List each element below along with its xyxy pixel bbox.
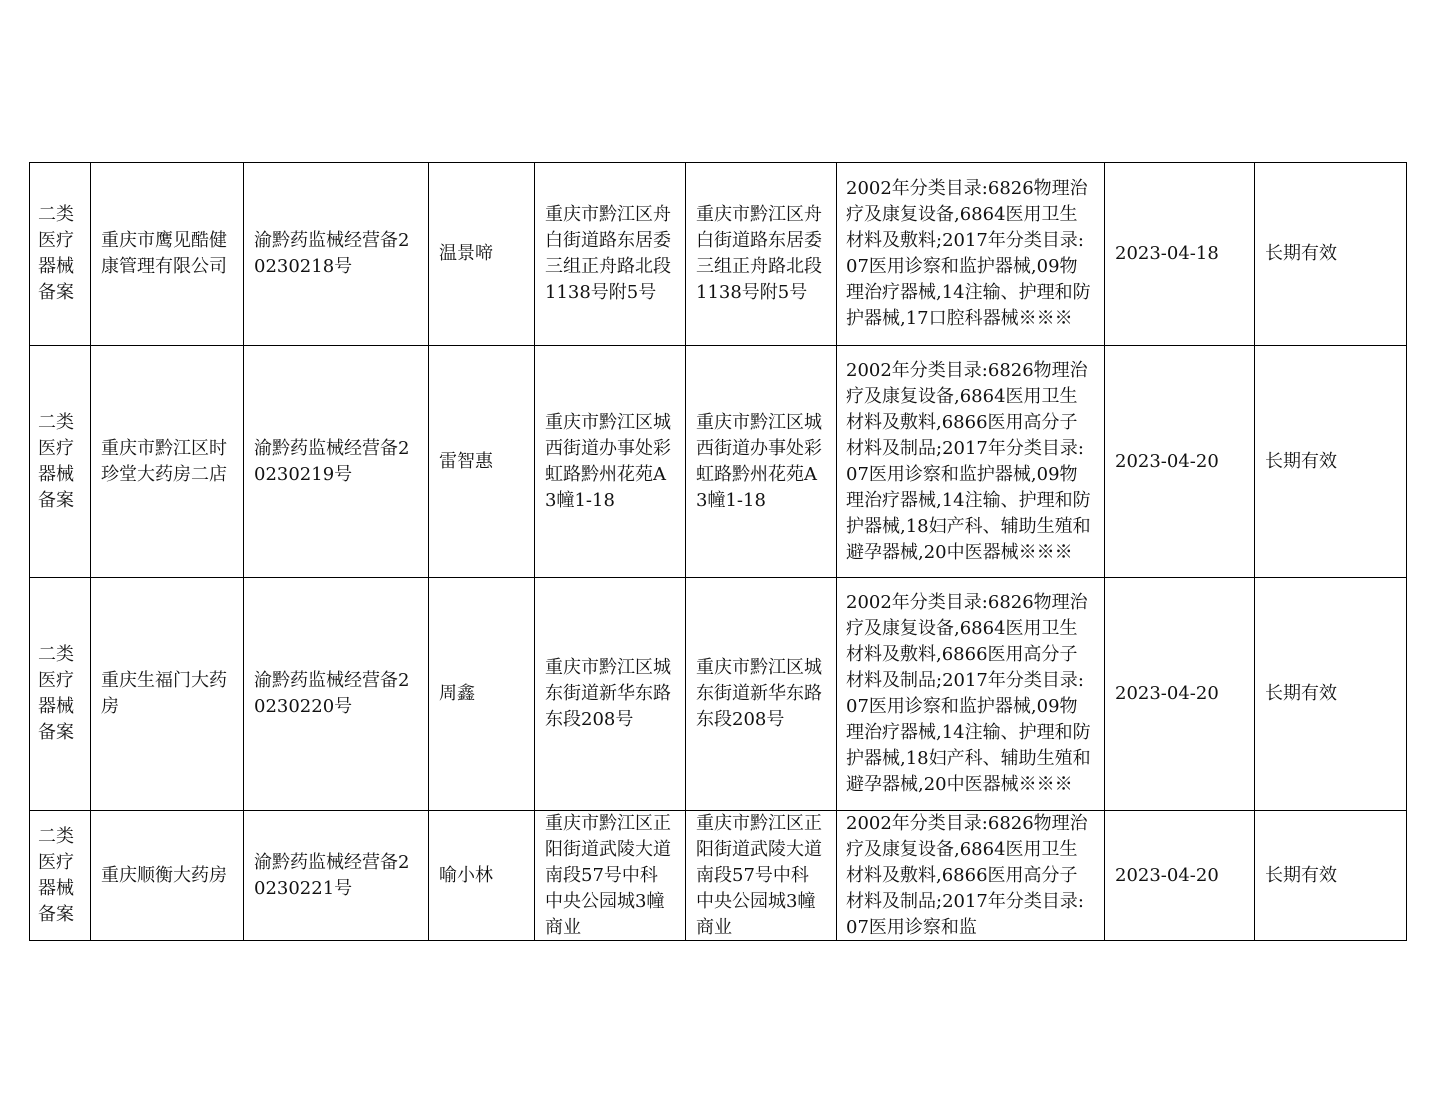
company-cell: 重庆市鹰见酷健康管理有限公司: [91, 163, 244, 346]
table-row: [30, 346, 1407, 578]
business-address-cell: 重庆市黔江区舟白街道路东居委三组正舟路北段1138号附5号: [535, 163, 686, 346]
company-cell: 重庆生福门大药房: [91, 578, 244, 811]
warehouse-address-cell: 重庆市黔江区正阳街道武陵大道南段57号中科中央公园城3幢商业: [686, 811, 837, 941]
scope-cell: 2002年分类目录:6826物理治疗及康复设备,6864医用卫生材料及敷料;2017年分类目录:07医用诊察和监护器械,09物理治疗器械,14注输、护理和防护器械,17口腔科器械※※※: [837, 163, 1105, 346]
company-cell: 重庆市黔江区时珍堂大药房二店: [91, 346, 244, 578]
validity-cell: 长期有效: [1255, 811, 1407, 941]
record-number-cell: 渝黔药监械经营备20230219号: [244, 346, 429, 578]
validity-cell: 长期有效: [1255, 346, 1407, 578]
record-number-cell: 渝黔药监械经营备20230221号: [244, 811, 429, 941]
company-cell: 重庆顺衡大药房: [91, 811, 244, 941]
date-cell: 2023-04-20: [1105, 578, 1255, 811]
person-cell: 温景啼: [429, 163, 535, 346]
category-cell: 二类医疗器械备案: [30, 811, 91, 941]
table-row: [30, 578, 1407, 811]
table-row: [30, 811, 1407, 941]
person-cell: 雷智惠: [429, 346, 535, 578]
validity-cell: 长期有效: [1255, 163, 1407, 346]
category-cell: 二类医疗器械备案: [30, 163, 91, 346]
person-cell: 周鑫: [429, 578, 535, 811]
business-address-cell: 重庆市黔江区城东街道新华东路东段208号: [535, 578, 686, 811]
validity-cell: 长期有效: [1255, 578, 1407, 811]
scope-cell: 2002年分类目录:6826物理治疗及康复设备,6864医用卫生材料及敷料,6866医用高分子材料及制品;2017年分类目录:07医用诊察和监护器械,09物理治疗器械,14注输、护理和防护器械,18妇产科、辅助生殖和避孕器械,20中医器械※※※: [837, 578, 1105, 811]
warehouse-address-cell: 重庆市黔江区城西街道办事处彩虹路黔州花苑A3幢1-18: [686, 346, 837, 578]
scope-cell: 2002年分类目录:6826物理治疗及康复设备,6864医用卫生材料及敷料,6866医用高分子材料及制品;2017年分类目录:07医用诊察和监: [837, 811, 1105, 941]
warehouse-address-cell: 重庆市黔江区城东街道新华东路东段208号: [686, 578, 837, 811]
record-number-cell: 渝黔药监械经营备20230218号: [244, 163, 429, 346]
category-cell: 二类医疗器械备案: [30, 578, 91, 811]
record-number-cell: 渝黔药监械经营备20230220号: [244, 578, 429, 811]
date-cell: 2023-04-20: [1105, 811, 1255, 941]
person-cell: 喻小林: [429, 811, 535, 941]
date-cell: 2023-04-20: [1105, 346, 1255, 578]
business-address-cell: 重庆市黔江区正阳街道武陵大道南段57号中科中央公园城3幢商业: [535, 811, 686, 941]
warehouse-address-cell: 重庆市黔江区舟白街道路东居委三组正舟路北段1138号附5号: [686, 163, 837, 346]
record-table: [29, 162, 1407, 941]
scope-cell: 2002年分类目录:6826物理治疗及康复设备,6864医用卫生材料及敷料,6866医用高分子材料及制品;2017年分类目录:07医用诊察和监护器械,09物理治疗器械,14注输、护理和防护器械,18妇产科、辅助生殖和避孕器械,20中医器械※※※: [837, 346, 1105, 578]
table-row: [30, 163, 1407, 346]
date-cell: 2023-04-18: [1105, 163, 1255, 346]
category-cell: 二类医疗器械备案: [30, 346, 91, 578]
business-address-cell: 重庆市黔江区城西街道办事处彩虹路黔州花苑A3幢1-18: [535, 346, 686, 578]
